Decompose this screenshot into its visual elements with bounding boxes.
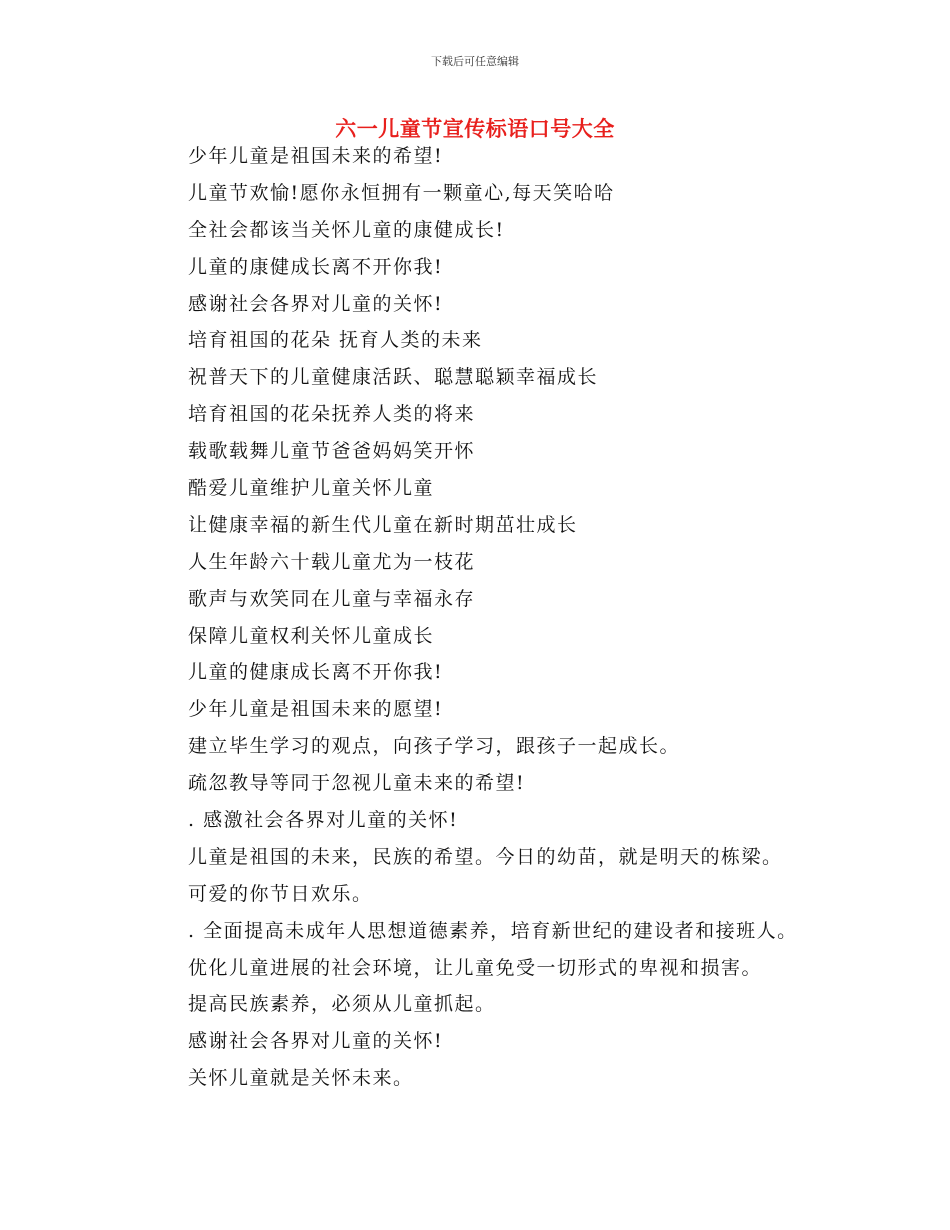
- slogan-line: 感谢社会各界对儿童的关怀!: [188, 292, 444, 315]
- slogan-line: 少年儿童是祖国未来的愿望!: [188, 698, 444, 721]
- slogan-line: 培育祖国的花朵 抚育人类的未来: [188, 329, 483, 352]
- slogan-line: 疏忽教导等同于忽视儿童未来的希望!: [188, 772, 526, 795]
- document-title: 六一儿童节宣传标语口号大全: [335, 117, 615, 141]
- slogan-line: 关怀儿童就是关怀未来。: [188, 1067, 414, 1090]
- slogan-line: 祝普天下的儿童健康活跃、聪慧聪颖幸福成长: [188, 366, 599, 389]
- slogan-line: 可爱的你节日欢乐。: [188, 882, 373, 905]
- header-note: 下载后可任意编辑: [431, 55, 519, 68]
- slogan-line: 培育祖国的花朵抚养人类的将来: [188, 403, 476, 426]
- slogan-line: 儿童节欢愉!愿你永恒拥有一颗童心,每天笑哈哈: [188, 181, 615, 204]
- slogan-line: 让健康幸福的新生代儿童在新时期茁壮成长: [188, 513, 578, 536]
- slogan-line: 歌声与欢笑同在儿童与幸福永存: [188, 587, 476, 610]
- slogan-line: 儿童的健康成长离不开你我!: [188, 661, 444, 684]
- slogan-line: . 全面提高未成年人思想道德素养，培育新世纪的建设者和接班人。: [188, 919, 798, 942]
- slogan-line: 人生年龄六十载儿童尤为一枝花: [188, 550, 476, 573]
- slogan-line: 全社会都该当关怀儿童的康健成长!: [188, 218, 505, 241]
- slogan-line: 儿童的康健成长离不开你我!: [188, 255, 444, 278]
- slogan-line: . 感激社会各界对儿童的关怀!: [188, 809, 459, 832]
- slogan-line: 载歌载舞儿童节爸爸妈妈笑开怀: [188, 440, 476, 463]
- slogan-list: [188, 138, 888, 1097]
- slogan-line: 酷爱儿童维护儿童关怀儿童: [188, 477, 435, 500]
- slogan-line: 保障儿童权利关怀儿童成长: [188, 624, 435, 647]
- slogan-line: 优化儿童进展的社会环境，让儿童免受一切形式的卑视和损害。: [188, 956, 763, 979]
- slogan-line: 儿童是祖国的未来，民族的希望。今日的幼苗，就是明天的栋梁。: [188, 845, 783, 868]
- slogan-line: 少年儿童是祖国未来的希望!: [188, 145, 444, 167]
- slogan-line: 感谢社会各界对儿童的关怀!: [188, 1030, 444, 1053]
- slogan-line: 提高民族素养，必须从儿童抓起。: [188, 993, 496, 1016]
- slogan-line: 建立毕生学习的观点，向孩子学习，跟孩子一起成长。: [188, 735, 681, 758]
